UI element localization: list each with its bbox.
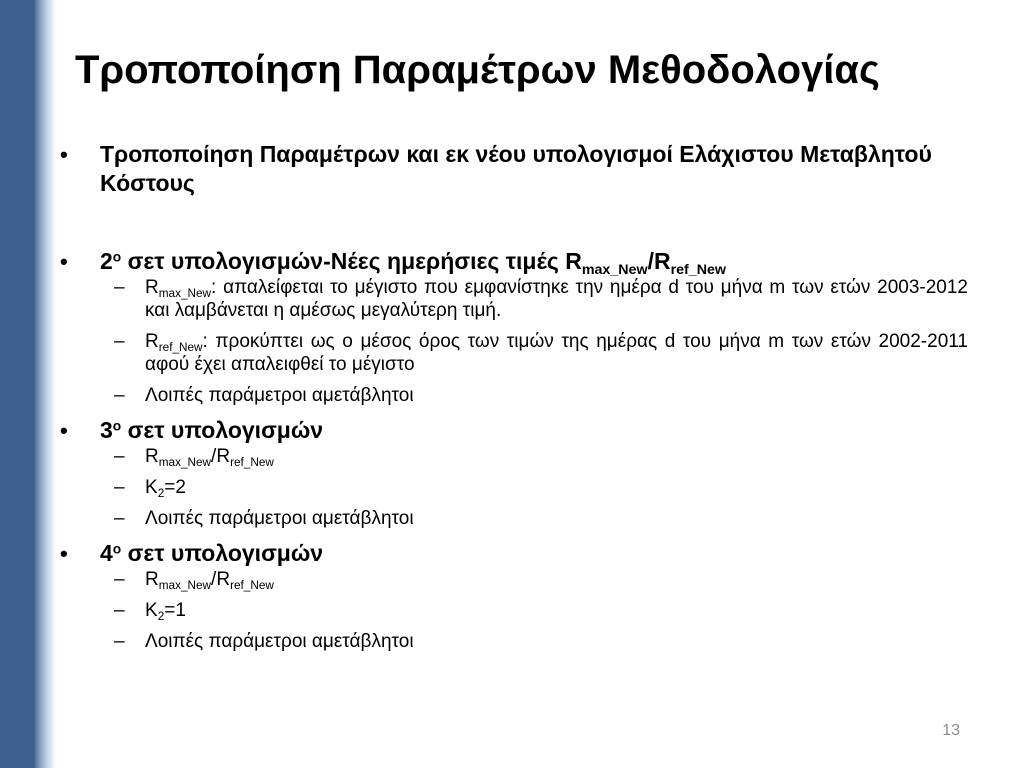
bullet-icon: •: [60, 142, 68, 167]
dash-icon: –: [114, 569, 125, 590]
symbol-subscript: ref_New: [670, 261, 727, 278]
symbol-subscript: ref_New: [158, 341, 203, 355]
symbol-r: R: [145, 277, 159, 298]
sub-bullet-item: [58, 445, 968, 468]
sub-bullet-text: =2: [164, 477, 186, 498]
symbol-r: R: [653, 248, 671, 274]
sub-bullet-item: [58, 599, 968, 622]
ordinal-suffix: ο: [112, 541, 122, 557]
sub-bullet-text: Λοιπές παράμετροι αμετάβλητοι: [145, 508, 414, 529]
dash-icon: –: [114, 508, 125, 529]
sub-bullet-text: =1: [164, 600, 186, 621]
sub-bullet-text: : προκύπτει ως ο μέσος όρος των τιμών της ημέρας d του μήνα m των ετών 2002-2011 αφού έχει απαλειφθεί το μέγιστο: [145, 331, 968, 375]
symbol-subscript: ref_New: [230, 456, 274, 470]
dash-icon: –: [114, 385, 125, 406]
page-number: 13: [942, 722, 960, 739]
sidebar-band: [0, 0, 56, 768]
symbol-subscript: 2: [157, 610, 165, 624]
bullet-icon: •: [60, 418, 68, 443]
bullet-icon: •: [60, 541, 68, 566]
bullet-item: [58, 247, 968, 276]
sub-bullet-text: Λοιπές παράμετροι αμετάβλητοι: [145, 631, 414, 652]
dash-icon: –: [114, 277, 125, 298]
sub-bullet-item: [58, 476, 968, 499]
symbol-subscript: max_New: [158, 456, 212, 470]
symbol-r: R: [216, 446, 231, 467]
bullet-text: σετ υπολογισμών: [121, 540, 324, 566]
sub-bullet-item: [58, 507, 968, 530]
bullet-text: Τροποποίηση Παραμέτρων και εκ νέου υπολογισμοί Ελάχιστου Μεταβλητού Κόστους: [100, 141, 932, 196]
symbol-subscript: ref_New: [230, 579, 274, 593]
symbol-r: R: [216, 569, 231, 590]
sub-bullet-item: [58, 276, 968, 322]
symbol-subscript: max_New: [158, 287, 212, 301]
dash-icon: –: [114, 631, 125, 652]
symbol-r: R: [145, 331, 159, 352]
symbol-r: R: [145, 569, 159, 590]
bullet-item: [58, 539, 968, 568]
dash-icon: –: [114, 600, 125, 621]
sidebar-divider: [49, 0, 51, 768]
sub-bullet-item: [58, 384, 968, 407]
dash-icon: –: [114, 477, 125, 498]
set-number: 3: [100, 417, 113, 443]
symbol-subscript: max_New: [581, 261, 648, 278]
slash: /: [211, 446, 217, 467]
ordinal-suffix: ο: [112, 249, 122, 265]
sub-bullet-text: Λοιπές παράμετροι αμετάβλητοι: [145, 385, 414, 406]
set-number: 2: [100, 248, 113, 274]
bullet-text: σετ υπολογισμών-Νέες ημερήσιες τιμές: [121, 248, 566, 274]
sub-bullet-item: [58, 568, 968, 591]
sub-bullet-item: [58, 330, 968, 376]
set-number: 4: [100, 540, 113, 566]
sub-bullet-text: : απαλείφεται το μέγιστο που εμφανίστηκε την ημέρα d του μήνα m των ετών 2003-2012 και λαμβάνεται η αμέσως μεγαλύτερη τιμή.: [145, 277, 968, 321]
dash-icon: –: [114, 446, 125, 467]
symbol-k: K: [145, 600, 158, 621]
slash: /: [647, 248, 654, 274]
slide-body: [58, 140, 968, 653]
bullet-icon: •: [60, 249, 68, 274]
ordinal-suffix: ο: [112, 418, 122, 434]
dash-icon: –: [114, 331, 125, 352]
slash: /: [211, 569, 217, 590]
bullet-item: [58, 416, 968, 445]
symbol-k: K: [145, 477, 158, 498]
sub-bullet-item: [58, 630, 968, 653]
symbol-subscript: max_New: [158, 579, 212, 593]
bullet-text: σετ υπολογισμών: [121, 417, 324, 443]
slide-title: Τροποποίηση Παραμέτρων Μεθοδολογίας: [75, 48, 880, 92]
bullet-item: [58, 140, 968, 198]
symbol-r: R: [565, 248, 582, 274]
symbol-r: R: [145, 446, 159, 467]
symbol-subscript: 2: [157, 487, 165, 501]
